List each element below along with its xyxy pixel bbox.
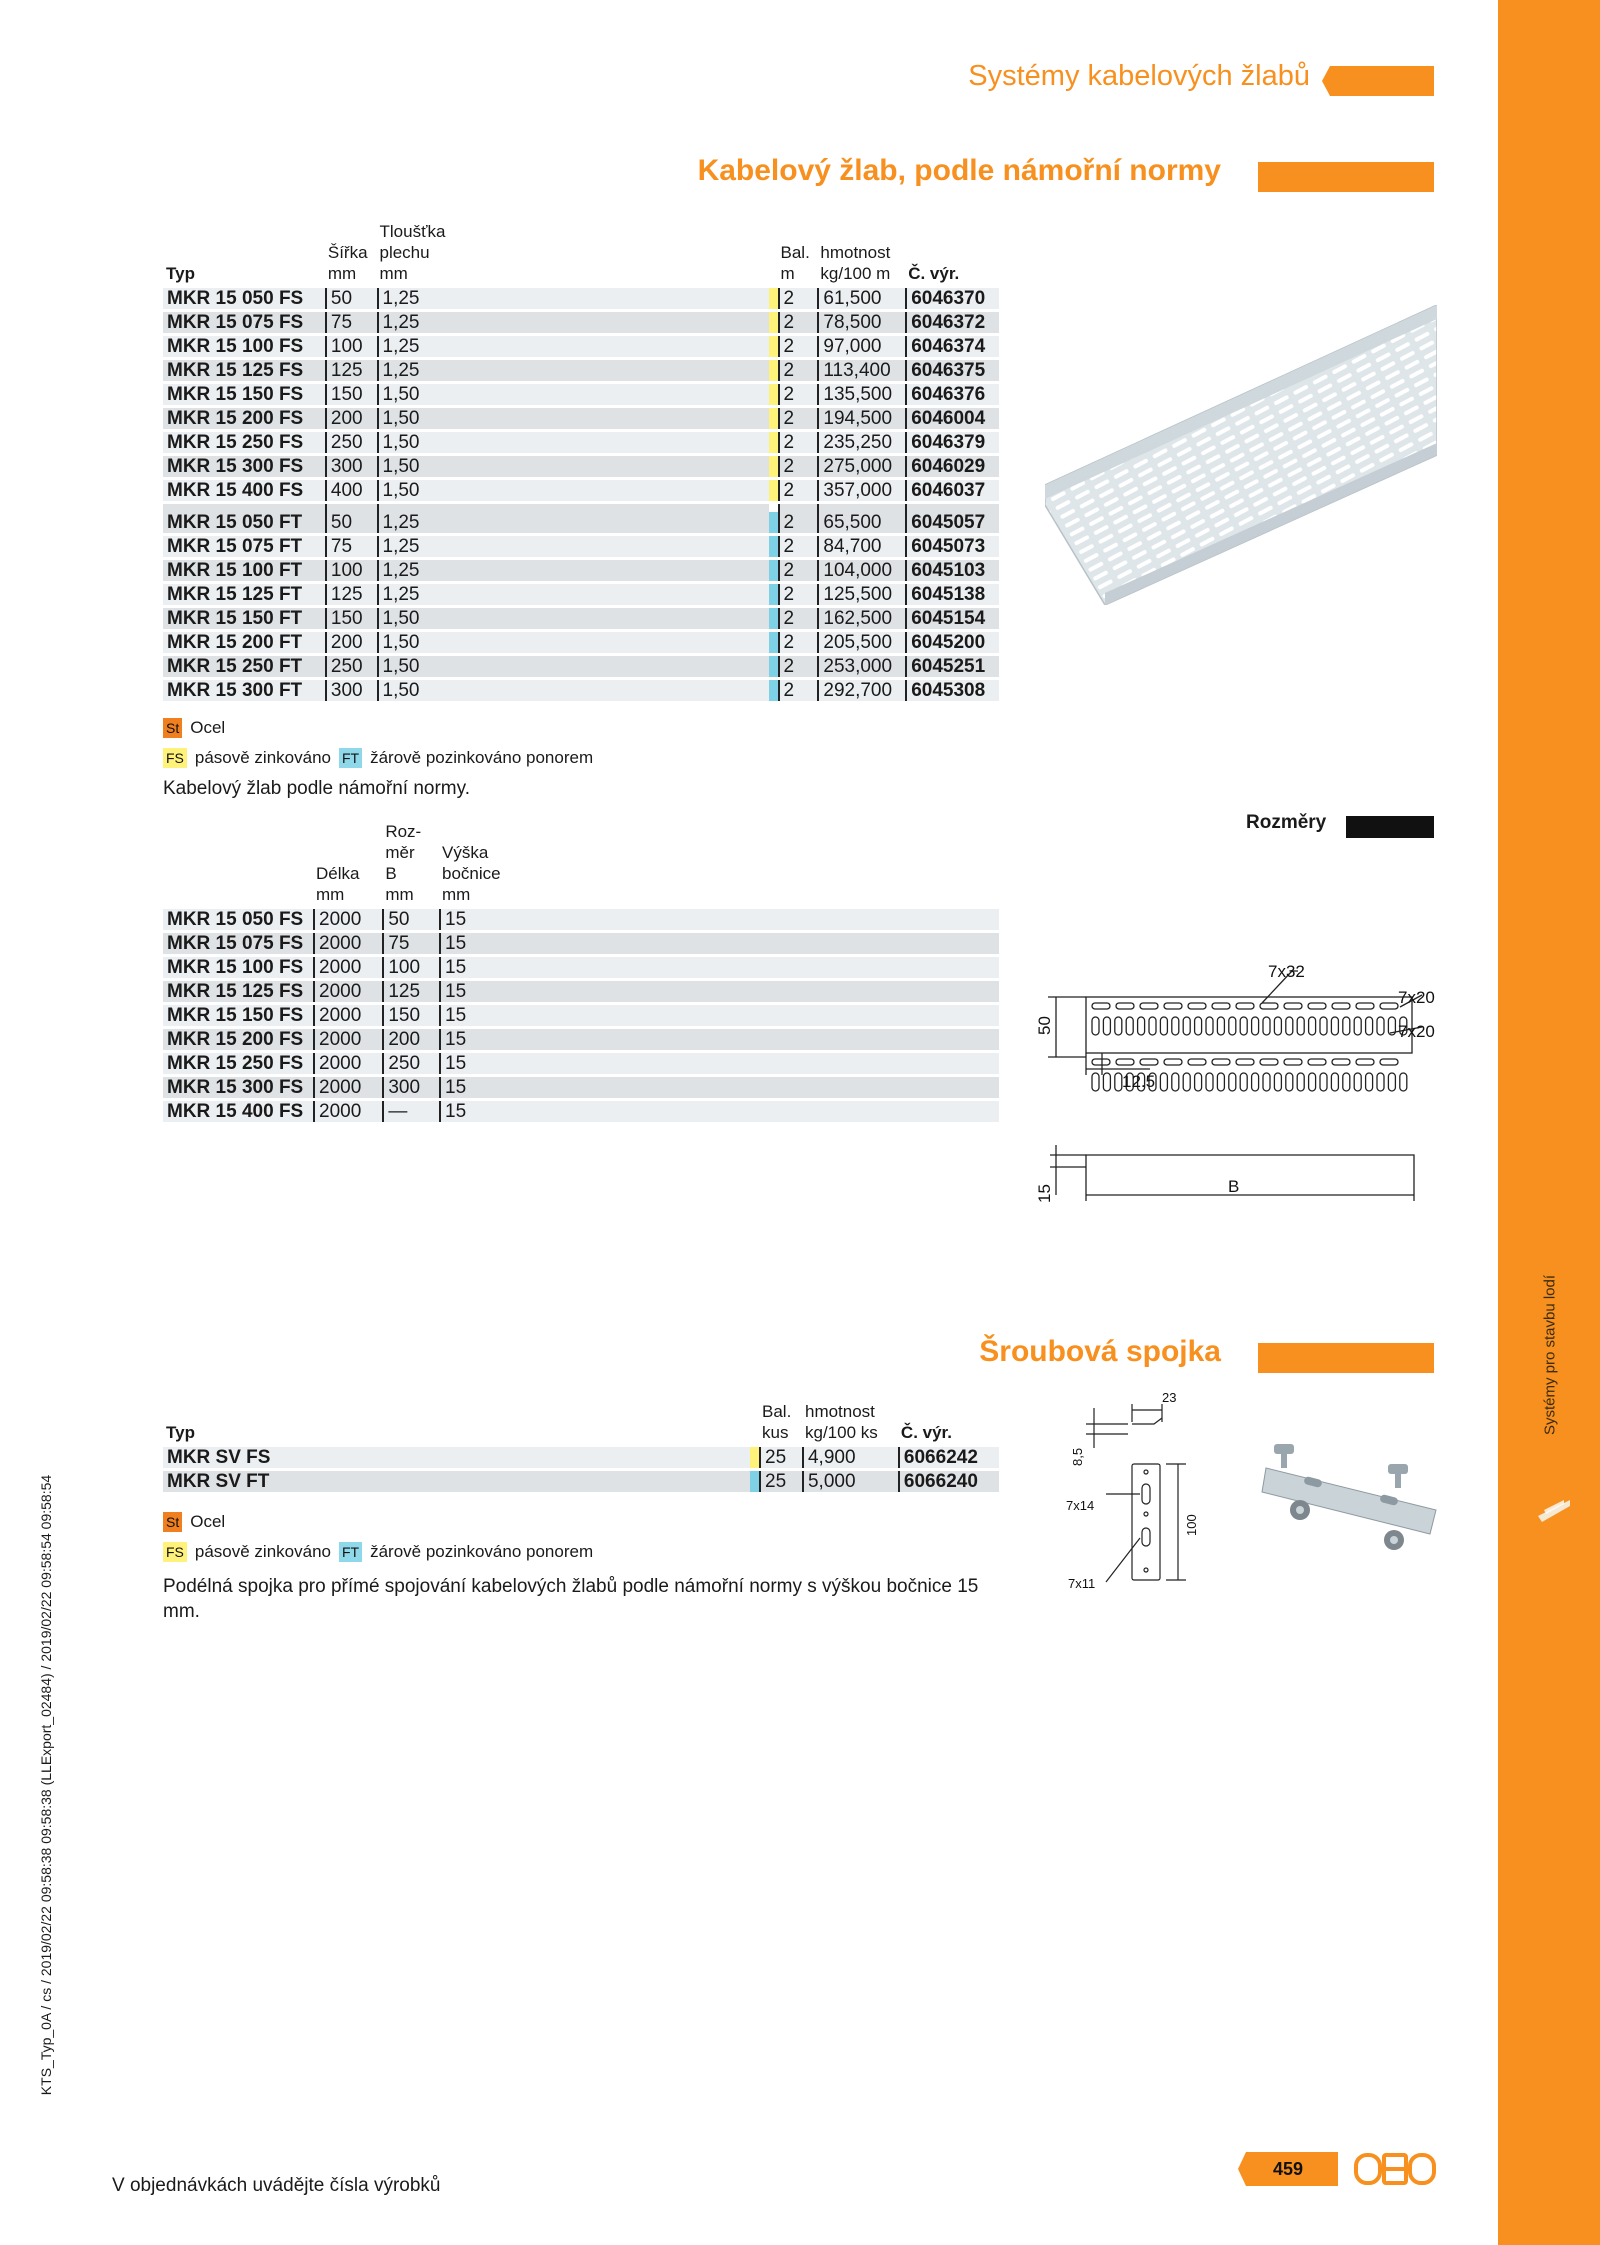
fs-marker	[769, 360, 778, 381]
cell-bal: 2	[778, 384, 818, 405]
col-rozmer: Roz- měr B mm	[385, 822, 422, 904]
st-tag: St	[163, 1512, 182, 1532]
svg-text:7x20: 7x20	[1398, 988, 1435, 1007]
cell-typ: MKR 15 300 FT	[163, 680, 325, 701]
col-cvyr: Č. výr.	[908, 264, 960, 283]
table-row	[163, 536, 999, 557]
cell-bal: 2	[778, 608, 818, 629]
cell-cvyr: 6045073	[905, 536, 999, 557]
cell-delka: 2000	[313, 909, 382, 930]
cell-tloustka: 1,50	[377, 384, 769, 405]
table-row	[163, 408, 999, 429]
page-title: Systémy kabelových žlabů	[968, 60, 1310, 92]
cell-hmotnost: 162,500	[817, 608, 905, 629]
cell-vyska: 15	[439, 1101, 999, 1122]
cell-bal: 2	[778, 432, 818, 453]
cell-delka: 2000	[313, 933, 382, 954]
cell-typ: MKR 15 250 FS	[163, 432, 325, 453]
cell-cvyr: 6045103	[905, 560, 999, 581]
section2-title: Šroubová spojka	[979, 1335, 1221, 1368]
ft-marker	[769, 504, 778, 533]
table-row	[163, 1005, 999, 1026]
cell-cvyr: 6046037	[905, 480, 999, 501]
cell-typ: MKR 15 100 FS	[163, 957, 313, 978]
fs-tag: FS	[163, 1542, 187, 1562]
ft-marker	[769, 536, 778, 557]
cell-sirka: 100	[325, 336, 377, 357]
svg-text:7x14: 7x14	[1066, 1498, 1095, 1513]
cell-sirka: 150	[325, 608, 377, 629]
cell-rozmer: —	[382, 1101, 439, 1122]
svg-text:7x32: 7x32	[1268, 962, 1305, 981]
cell-tloustka: 1,50	[377, 480, 769, 501]
col-bal: Bal. kus	[762, 1402, 792, 1442]
cell-bal: 2	[778, 288, 818, 309]
cell-delka: 2000	[313, 1077, 382, 1098]
cell-cvyr: 6045154	[905, 608, 999, 629]
cell-hmotnost: 65,500	[817, 504, 905, 533]
fs-marker	[750, 1447, 759, 1468]
table-row	[163, 480, 999, 501]
ft-marker	[769, 560, 778, 581]
st-label: Ocel	[190, 1512, 226, 1531]
cell-rozmer: 250	[382, 1053, 439, 1074]
cell-typ: MKR 15 050 FS	[163, 909, 313, 930]
cell-typ: MKR 15 075 FS	[163, 312, 325, 333]
cell-typ: MKR 15 150 FS	[163, 1005, 313, 1026]
cell-bal: 2	[778, 632, 818, 653]
cable-tray-image	[1045, 305, 1437, 605]
cell-typ: MKR 15 200 FS	[163, 408, 325, 429]
col-bal: Bal. m	[780, 243, 810, 283]
svg-text:B: B	[1228, 1177, 1240, 1196]
cell-typ: MKR 15 125 FT	[163, 584, 325, 605]
fs-tag: FS	[163, 748, 187, 768]
cell-hmotnost: 253,000	[817, 656, 905, 677]
cell-bal: 2	[778, 408, 818, 429]
col-sirka: Šířka mm	[327, 243, 368, 283]
section1-description: Kabelový žlab podle námořní normy.	[163, 778, 470, 799]
svg-text:7x20: 7x20	[1398, 1022, 1435, 1041]
cell-bal: 2	[778, 536, 818, 557]
cell-rozmer: 75	[382, 933, 439, 954]
col-hmotnost: hmotnost kg/100 m	[820, 243, 891, 283]
cell-typ: MKR 15 200 FS	[163, 1029, 313, 1050]
cell-typ: MKR SV FT	[163, 1471, 750, 1492]
cell-cvyr: 6045138	[905, 584, 999, 605]
cell-vyska: 15	[439, 957, 999, 978]
svg-text:7x11: 7x11	[1068, 1576, 1096, 1591]
table-row	[163, 981, 999, 1002]
cell-bal: 25	[759, 1471, 802, 1492]
cell-hmotnost: 194,500	[817, 408, 905, 429]
connector-drawing	[1062, 1388, 1200, 1600]
cell-bal: 25	[759, 1447, 802, 1468]
section1-title: Kabelový žlab, podle námořní normy	[697, 154, 1221, 187]
cell-vyska: 15	[439, 933, 999, 954]
cell-typ: MKR 15 300 FS	[163, 456, 325, 477]
cell-vyska: 15	[439, 981, 999, 1002]
cell-typ: MKR 15 400 FS	[163, 1101, 313, 1122]
dimensions-title: Rozměry	[1246, 812, 1327, 833]
side-label: Systémy pro stavbu lodí	[1541, 1274, 1559, 1436]
cell-cvyr: 6046374	[905, 336, 999, 357]
cell-typ: MKR 15 075 FT	[163, 536, 325, 557]
cell-sirka: 100	[325, 560, 377, 581]
cell-bal: 2	[778, 360, 818, 381]
cell-tloustka: 1,50	[377, 608, 769, 629]
section2-bar	[1258, 1343, 1434, 1373]
cell-hmotnost: 84,700	[817, 536, 905, 557]
svg-text:23: 23	[1162, 1390, 1177, 1405]
cell-cvyr: 6045200	[905, 632, 999, 653]
cell-hmotnost: 205,500	[817, 632, 905, 653]
table-row	[163, 656, 999, 677]
cell-sirka: 300	[325, 680, 377, 701]
section1-bar	[1258, 162, 1434, 192]
cell-hmotnost: 61,500	[817, 288, 905, 309]
cell-cvyr: 6045251	[905, 656, 999, 677]
table-row	[163, 312, 999, 333]
col-tloustka: Tloušťka plechu mm	[379, 222, 446, 283]
ft-marker	[769, 608, 778, 629]
tray-drawing	[1030, 955, 1450, 1210]
svg-text:12.5: 12.5	[1122, 1072, 1156, 1091]
cell-cvyr: 6046029	[905, 456, 999, 477]
ft-marker	[750, 1471, 759, 1492]
cell-cvyr: 6046375	[905, 360, 999, 381]
table-row	[163, 336, 999, 357]
cell-sirka: 125	[325, 584, 377, 605]
cell-hmotnost: 235,250	[817, 432, 905, 453]
cell-cvyr: 6046370	[905, 288, 999, 309]
cell-rozmer: 50	[382, 909, 439, 930]
cell-tloustka: 1,25	[377, 584, 769, 605]
cell-hmotnost: 97,000	[817, 336, 905, 357]
cell-vyska: 15	[439, 1029, 999, 1050]
table-row	[163, 584, 999, 605]
fs-label: pásově zinkováno	[194, 748, 331, 767]
cell-tloustka: 1,25	[377, 536, 769, 557]
col-typ: Typ	[166, 264, 195, 283]
cell-typ: MKR 15 125 FS	[163, 981, 313, 1002]
cell-hmotnost: 125,500	[817, 584, 905, 605]
fs-marker	[769, 336, 778, 357]
cell-tloustka: 1,25	[377, 336, 769, 357]
ft-marker	[769, 656, 778, 677]
cell-tloustka: 1,25	[377, 504, 769, 533]
col-vyska: Výška bočnice mm	[442, 843, 501, 904]
col-typ: Typ	[166, 1423, 195, 1442]
col-hmotnost: hmotnost kg/100 ks	[804, 1402, 878, 1442]
ft-marker	[769, 680, 778, 701]
dimensions-table	[163, 818, 999, 1125]
cell-cvyr: 6046379	[905, 432, 999, 453]
side-band	[1498, 0, 1600, 2245]
cell-typ: MKR 15 250 FT	[163, 656, 325, 677]
cell-delka: 2000	[313, 1101, 382, 1122]
cell-sirka: 50	[325, 504, 377, 533]
cell-typ: MKR 15 050 FT	[163, 504, 325, 533]
svg-text:8,5: 8,5	[1070, 1447, 1085, 1466]
footer-note: V objednávkách uvádějte čísla výrobků	[112, 2175, 441, 2196]
svg-text:100: 100	[1184, 1514, 1199, 1536]
cell-bal: 2	[778, 584, 818, 605]
table-row	[163, 1447, 999, 1468]
cell-tloustka: 1,25	[377, 312, 769, 333]
cell-hmotnost: 78,500	[817, 312, 905, 333]
cell-rozmer: 150	[382, 1005, 439, 1026]
table-row	[163, 384, 999, 405]
table-row	[163, 608, 999, 629]
dimensions-bar	[1346, 816, 1434, 838]
section1-legend-st	[163, 718, 225, 738]
cell-typ: MKR 15 250 FS	[163, 1053, 313, 1074]
cell-delka: 2000	[313, 1053, 382, 1074]
cell-hmotnost: 113,400	[817, 360, 905, 381]
cell-cvyr: 6045308	[905, 680, 999, 701]
cell-bal: 2	[778, 336, 818, 357]
cell-cvyr: 6066242	[898, 1447, 999, 1468]
cell-typ: MKR 15 150 FS	[163, 384, 325, 405]
cell-vyska: 15	[439, 909, 999, 930]
ft-label: žárově pozinkováno ponorem	[370, 1542, 594, 1561]
fs-marker	[769, 312, 778, 333]
cell-sirka: 200	[325, 632, 377, 653]
cell-delka: 2000	[313, 1029, 382, 1050]
cell-cvyr: 6045057	[905, 504, 999, 533]
table-row	[163, 1077, 999, 1098]
cell-typ: MKR 15 075 FS	[163, 933, 313, 954]
product-table	[163, 218, 999, 704]
svg-text:50: 50	[1035, 1016, 1054, 1035]
table-row	[163, 632, 999, 653]
table-row	[163, 360, 999, 381]
cell-typ: MKR 15 050 FS	[163, 288, 325, 309]
fs-marker	[769, 480, 778, 501]
cell-sirka: 400	[325, 480, 377, 501]
fs-label: pásově zinkováno	[194, 1542, 331, 1561]
cell-hmotnost: 135,500	[817, 384, 905, 405]
section2-description: Podélná spojka pro přímé spojování kabelových žlabů podle námořní normy s výškou bočnice 15 mm.	[163, 1576, 979, 1622]
cell-typ: MKR 15 100 FT	[163, 560, 325, 581]
cell-rozmer: 125	[382, 981, 439, 1002]
ft-label: žárově pozinkováno ponorem	[370, 748, 594, 767]
table-row	[163, 957, 999, 978]
ship-icon	[1536, 1486, 1572, 1526]
cell-tloustka: 1,50	[377, 408, 769, 429]
cell-rozmer: 100	[382, 957, 439, 978]
cell-cvyr: 6046376	[905, 384, 999, 405]
cell-hmotnost: 5,000	[802, 1471, 898, 1492]
cell-bal: 2	[778, 680, 818, 701]
section2-legend-st	[163, 1512, 225, 1532]
cell-sirka: 75	[325, 536, 377, 557]
table-row	[163, 933, 999, 954]
section1-legend-fin	[163, 748, 593, 768]
cell-tloustka: 1,50	[377, 432, 769, 453]
cell-tloustka: 1,50	[377, 632, 769, 653]
cell-cvyr: 6046004	[905, 408, 999, 429]
cell-hmotnost: 357,000	[817, 480, 905, 501]
fs-marker	[769, 456, 778, 477]
cell-tloustka: 1,50	[377, 656, 769, 677]
title-arrow-icon	[1322, 66, 1434, 96]
cell-delka: 2000	[313, 981, 382, 1002]
table-row	[163, 288, 999, 309]
table-row	[163, 1471, 999, 1492]
cell-hmotnost: 104,000	[817, 560, 905, 581]
section2-legend-fin	[163, 1542, 593, 1562]
cell-delka: 2000	[313, 957, 382, 978]
cell-tloustka: 1,25	[377, 360, 769, 381]
fs-marker	[769, 432, 778, 453]
page-number: 459	[1238, 2152, 1338, 2186]
cell-sirka: 250	[325, 656, 377, 677]
cell-vyska: 15	[439, 1077, 999, 1098]
st-tag: St	[163, 718, 182, 738]
cell-sirka: 150	[325, 384, 377, 405]
table-row	[163, 1053, 999, 1074]
connector-table	[163, 1398, 999, 1495]
table-row	[163, 1101, 999, 1122]
cell-sirka: 125	[325, 360, 377, 381]
fs-marker	[769, 408, 778, 429]
connector-image	[1260, 1430, 1440, 1556]
cell-bal: 2	[778, 480, 818, 501]
table-row	[163, 456, 999, 477]
cell-tloustka: 1,25	[377, 288, 769, 309]
st-label: Ocel	[190, 718, 226, 737]
cell-sirka: 75	[325, 312, 377, 333]
col-cvyr: Č. výr.	[900, 1423, 952, 1442]
cell-typ: MKR SV FS	[163, 1447, 750, 1468]
cell-sirka: 50	[325, 288, 377, 309]
fs-marker	[769, 288, 778, 309]
cell-vyska: 15	[439, 1053, 999, 1074]
fs-marker	[769, 384, 778, 405]
cell-typ: MKR 15 400 FS	[163, 480, 325, 501]
cell-typ: MKR 15 150 FT	[163, 608, 325, 629]
cell-delka: 2000	[313, 1005, 382, 1026]
cell-hmotnost: 275,000	[817, 456, 905, 477]
cell-typ: MKR 15 100 FS	[163, 336, 325, 357]
cell-bal: 2	[778, 504, 818, 533]
cell-cvyr: 6046372	[905, 312, 999, 333]
cell-cvyr: 6066240	[898, 1471, 999, 1492]
cell-typ: MKR 15 200 FT	[163, 632, 325, 653]
cell-sirka: 300	[325, 456, 377, 477]
ft-marker	[769, 584, 778, 605]
cell-bal: 2	[778, 312, 818, 333]
ft-tag: FT	[339, 1542, 362, 1562]
table-row	[163, 680, 999, 701]
svg-text:15: 15	[1035, 1184, 1054, 1203]
table-row	[163, 504, 999, 533]
cell-sirka: 200	[325, 408, 377, 429]
cell-rozmer: 200	[382, 1029, 439, 1050]
cell-bal: 2	[778, 656, 818, 677]
cell-typ: MKR 15 300 FS	[163, 1077, 313, 1098]
table-row	[163, 1029, 999, 1050]
cell-sirka: 250	[325, 432, 377, 453]
cell-typ: MKR 15 125 FS	[163, 360, 325, 381]
cell-bal: 2	[778, 560, 818, 581]
cell-tloustka: 1,25	[377, 560, 769, 581]
cell-vyska: 15	[439, 1005, 999, 1026]
table-row	[163, 560, 999, 581]
cell-rozmer: 300	[382, 1077, 439, 1098]
cell-tloustka: 1,50	[377, 456, 769, 477]
table-row	[163, 432, 999, 453]
col-delka: Délka mm	[316, 864, 360, 904]
obo-logo	[1354, 2152, 1436, 2186]
table-row	[163, 909, 999, 930]
cell-hmotnost: 292,700	[817, 680, 905, 701]
cell-bal: 2	[778, 456, 818, 477]
cell-hmotnost: 4,900	[802, 1447, 898, 1468]
ft-tag: FT	[339, 748, 362, 768]
export-meta: KTS_Typ_0A / cs / 2019/02/22 09:58:38 09:58:38 (LLExport_02484) / 2019/02/22 09:58:54 09:58:54	[38, 1474, 54, 2096]
ft-marker	[769, 632, 778, 653]
cell-tloustka: 1,50	[377, 680, 769, 701]
